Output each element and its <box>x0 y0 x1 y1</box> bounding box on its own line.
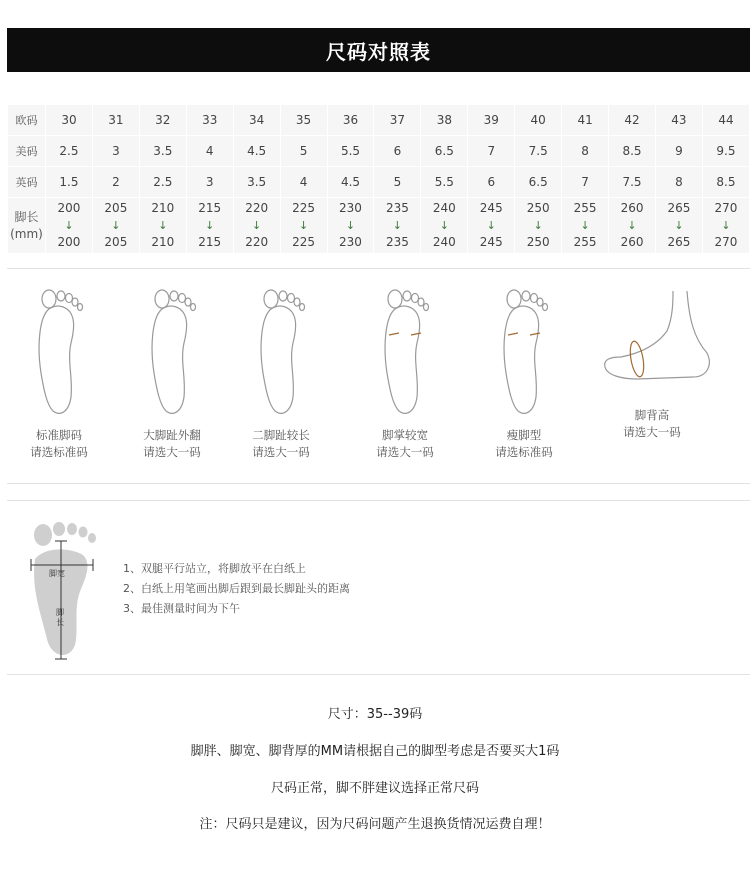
length-from: 215 <box>198 201 222 215</box>
length-from: 250 <box>526 201 550 215</box>
size-cell: 30 <box>46 105 93 136</box>
length-cell <box>468 198 515 254</box>
normal-size-note: 尺码正常，脚不胖建议选择正常尺码 <box>270 781 479 796</box>
length-from: 265 <box>667 201 691 215</box>
size-row <box>8 167 750 198</box>
size-chart-title: 尺码对照表 <box>7 28 750 72</box>
length-to: 235 <box>385 235 409 249</box>
size-cell: 3 <box>92 136 139 167</box>
length-from: 270 <box>714 201 738 215</box>
foot-type-name: 瘦脚型 <box>506 428 542 442</box>
down-arrow-icon: ↓ <box>158 219 168 232</box>
standard-foot-icon <box>19 287 99 417</box>
foot-type-name: 脚背高 <box>634 408 670 422</box>
length-to: 210 <box>151 235 175 249</box>
foot-type-name: 大脚趾外翻 <box>143 428 201 442</box>
down-arrow-icon: ↓ <box>439 219 449 232</box>
size-cell: 9.5 <box>702 136 749 167</box>
size-cell: 8.5 <box>702 167 749 198</box>
length-to: 230 <box>339 235 362 249</box>
length-cell <box>186 198 233 254</box>
foot-type-advice: 请选大一码 <box>623 425 681 439</box>
size-cell: 3.5 <box>139 136 186 167</box>
size-cell: 6.5 <box>421 136 468 167</box>
down-arrow-icon: ↓ <box>111 219 121 232</box>
size-cell: 7.5 <box>609 167 656 198</box>
down-arrow-icon: ↓ <box>252 219 262 232</box>
foot-width-label: 脚宽 <box>49 569 65 578</box>
size-cell: 5.5 <box>327 136 374 167</box>
down-arrow-icon: ↓ <box>205 219 215 232</box>
size-cell: 42 <box>609 105 656 136</box>
size-cell: 36 <box>327 105 374 136</box>
foot-type-name: 二脚趾较长 <box>252 428 310 442</box>
size-cell: 35 <box>280 105 327 136</box>
length-from: 210 <box>151 201 175 215</box>
wide-foot-icon <box>365 287 445 417</box>
size-cell: 3.5 <box>233 167 280 198</box>
foot-type-caption <box>350 427 460 461</box>
length-cell <box>374 198 421 254</box>
size-table <box>7 104 750 254</box>
foot-measure-icon <box>21 519 111 664</box>
size-cell: 32 <box>139 105 186 136</box>
size-row <box>8 136 750 167</box>
foot-type-advice: 请选标准码 <box>495 445 553 459</box>
foot-type-item <box>597 287 707 441</box>
length-to: 255 <box>573 235 597 249</box>
size-cell: 38 <box>421 105 468 136</box>
length-to: 250 <box>526 235 550 249</box>
size-cell: 44 <box>702 105 749 136</box>
down-arrow-icon: ↓ <box>64 219 74 232</box>
length-cell <box>609 198 656 254</box>
length-from: 230 <box>339 201 362 215</box>
foot-type-item <box>350 287 460 461</box>
foot-type-name: 标准脚码 <box>36 428 82 442</box>
length-cell <box>421 198 468 254</box>
size-cell: 2.5 <box>46 136 93 167</box>
length-from: 205 <box>104 201 128 215</box>
down-arrow-icon: ↓ <box>721 219 731 232</box>
length-unit: (mm) <box>10 226 43 241</box>
fit-advice-note: 脚胖、脚宽、脚背厚的MM请根据自己的脚型考虑是否要买大1码 <box>190 744 560 759</box>
length-to: 240 <box>432 235 456 249</box>
size-cell: 40 <box>515 105 562 136</box>
down-arrow-icon: ↓ <box>345 219 356 232</box>
size-cell: 43 <box>655 105 702 136</box>
length-cell <box>280 198 327 254</box>
size-cell: 5 <box>374 167 421 198</box>
foot-length-row-label <box>8 198 46 254</box>
size-cell: 3 <box>186 167 233 198</box>
length-to: 215 <box>198 235 222 249</box>
length-cell <box>92 198 139 254</box>
size-range-note: 尺寸：35--39码 <box>327 707 423 722</box>
length-from: 220 <box>245 201 269 215</box>
down-arrow-icon: ↓ <box>392 219 403 232</box>
length-cell <box>327 198 374 254</box>
length-to: 200 <box>57 235 81 249</box>
length-to: 220 <box>245 235 269 249</box>
size-cell: 34 <box>233 105 280 136</box>
size-row-label: 欧码 <box>8 105 46 136</box>
size-cell: 4.5 <box>233 136 280 167</box>
size-row-label: 美码 <box>8 136 46 167</box>
length-cell <box>562 198 609 254</box>
size-cell: 6 <box>468 167 515 198</box>
foot-type-panel <box>7 268 750 484</box>
size-cell: 7 <box>468 136 515 167</box>
size-cell: 4 <box>186 136 233 167</box>
measure-step: 3、最佳测量时间为下午 <box>123 602 240 615</box>
down-arrow-icon: ↓ <box>486 219 496 232</box>
length-to: 245 <box>479 235 503 249</box>
size-cell: 7 <box>562 167 609 198</box>
foot-type-item <box>117 287 227 461</box>
length-to: 265 <box>667 235 691 249</box>
foot-type-advice: 请选大一码 <box>376 445 434 459</box>
size-cell: 2.5 <box>139 167 186 198</box>
size-cell: 2 <box>92 167 139 198</box>
foot-type-caption <box>597 407 707 441</box>
foot-length-row <box>8 198 750 254</box>
size-cell: 8 <box>655 167 702 198</box>
down-arrow-icon: ↓ <box>627 219 637 232</box>
length-from: 240 <box>432 201 456 215</box>
measure-step: 2、白纸上用笔画出脚后跟到最长脚趾头的距离 <box>123 582 350 595</box>
size-cell: 37 <box>374 105 421 136</box>
size-cell: 9 <box>655 136 702 167</box>
size-cell: 5.5 <box>421 167 468 198</box>
length-cell <box>655 198 702 254</box>
length-to: 270 <box>714 235 738 249</box>
length-from: 245 <box>479 201 503 215</box>
size-row <box>8 105 750 136</box>
size-cell: 1.5 <box>46 167 93 198</box>
size-cell: 7.5 <box>515 136 562 167</box>
length-from: 200 <box>57 201 81 215</box>
length-from: 260 <box>620 201 644 215</box>
size-cell: 31 <box>92 105 139 136</box>
length-to: 260 <box>620 235 644 249</box>
size-cell: 4.5 <box>327 167 374 198</box>
foot-type-name: 脚掌较宽 <box>382 428 428 442</box>
foot-type-caption <box>226 427 336 461</box>
length-cell <box>46 198 93 254</box>
down-arrow-icon: ↓ <box>298 219 309 232</box>
foot-type-advice: 请选大一码 <box>252 445 310 459</box>
measure-foot-illustration <box>21 519 111 668</box>
size-cell: 6.5 <box>515 167 562 198</box>
length-cell <box>139 198 186 254</box>
measure-steps <box>123 559 350 619</box>
size-cell: 8.5 <box>609 136 656 167</box>
size-cell: 6 <box>374 136 421 167</box>
bunion-foot-icon <box>132 287 212 417</box>
length-to: 225 <box>292 235 316 249</box>
foot-length-label: 脚长 <box>56 608 64 627</box>
size-cell: 39 <box>468 105 515 136</box>
measure-panel <box>7 500 750 675</box>
down-arrow-icon: ↓ <box>674 219 684 232</box>
foot-type-item <box>4 287 114 461</box>
foot-type-item <box>469 287 579 461</box>
size-cell: 8 <box>562 136 609 167</box>
down-arrow-icon: ↓ <box>580 219 590 232</box>
length-from: 225 <box>292 201 316 215</box>
length-cell <box>702 198 749 254</box>
narrow-foot-icon <box>484 287 564 417</box>
measure-step: 1、双腿平行站立，将脚放平在白纸上 <box>123 562 306 575</box>
foot-type-caption <box>4 427 114 461</box>
foot-type-item <box>226 287 336 461</box>
foot-type-caption <box>469 427 579 461</box>
size-cell: 41 <box>562 105 609 136</box>
high-instep-foot-icon <box>597 287 717 397</box>
size-cell: 4 <box>280 167 327 198</box>
length-label: 脚长 <box>14 209 39 224</box>
long-second-toe-foot-icon <box>241 287 321 417</box>
length-from: 255 <box>573 201 597 215</box>
down-arrow-icon: ↓ <box>533 219 543 232</box>
length-cell <box>515 198 562 254</box>
length-from: 235 <box>385 201 409 215</box>
length-cell <box>233 198 280 254</box>
disclaimer-note: 注：尺码只是建议，因为尺码问题产生退换货情况运费自理！ <box>199 817 551 832</box>
size-row-label: 英码 <box>8 167 46 198</box>
foot-type-advice: 请选大一码 <box>143 445 201 459</box>
size-cell: 33 <box>186 105 233 136</box>
length-to: 205 <box>104 235 128 249</box>
size-cell: 5 <box>280 136 327 167</box>
foot-type-caption <box>117 427 227 461</box>
foot-type-advice: 请选标准码 <box>30 445 88 459</box>
